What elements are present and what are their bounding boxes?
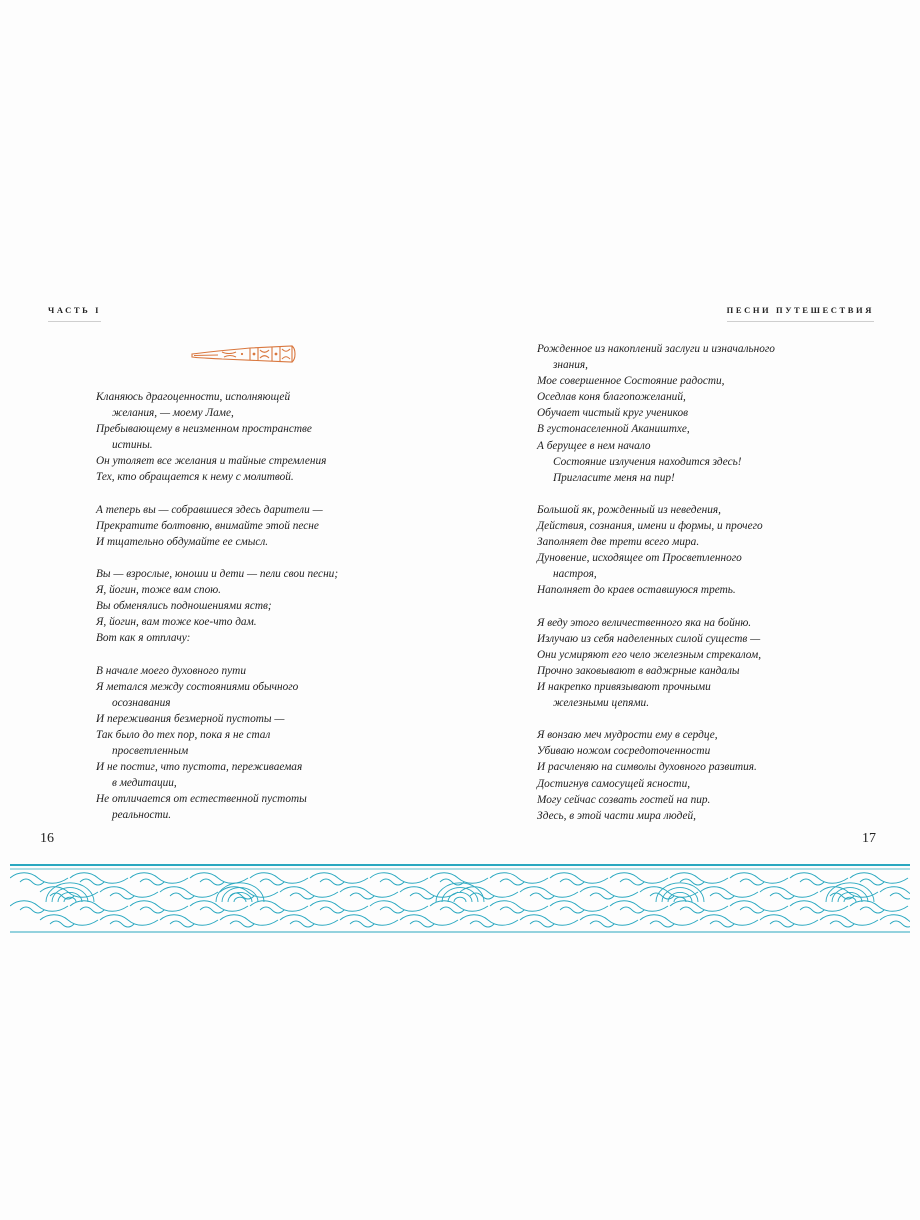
page-number-left: 16 bbox=[40, 831, 54, 846]
poem-line: А теперь вы — собравшиеся здесь дарители — bbox=[96, 503, 323, 516]
horn-ornament-icon bbox=[188, 340, 300, 372]
stanza bbox=[96, 502, 396, 550]
poem-line: Оседлав коня благопожеланий, bbox=[537, 391, 686, 404]
poem-line: Пребывающему в неизменном пространстве bbox=[96, 423, 312, 436]
poem-line: истины. bbox=[112, 439, 153, 452]
poem-line: И переживания безмерной пустоты — bbox=[96, 712, 285, 725]
poem-line: знания, bbox=[553, 359, 588, 372]
poem-line: железными цепями. bbox=[553, 697, 650, 710]
poem-line: Действия, сознания, имени и формы, и прочего bbox=[537, 520, 763, 533]
poem-line: Вы — взрослые, юноши и дети — пели свои песни; bbox=[96, 568, 339, 581]
poem-line: Я, йогин, вам тоже кое-что дам. bbox=[96, 616, 257, 629]
poem-line: в медитации, bbox=[112, 777, 177, 790]
poem-line: Прекратите болтовню, внимайте этой песне bbox=[96, 519, 319, 532]
right-page-text bbox=[537, 341, 877, 840]
poem-line: В густонаселенной Акаништхе, bbox=[537, 423, 690, 436]
poem-line: И расчленяю на символы духовного развития. bbox=[537, 761, 757, 774]
poem-line: Они усмиряют его чело железным стрекалом, bbox=[537, 648, 762, 661]
poem-line: Он утоляет все желания и тайные стремления bbox=[96, 455, 327, 468]
poem-line: Наполняет до краев оставшуюся треть. bbox=[537, 584, 736, 597]
poem-line: просветленным bbox=[112, 745, 189, 758]
poem-line: Дуновение, исходящее от Просветленного bbox=[537, 552, 742, 565]
poem-line: Я метался между состояниями обычного bbox=[96, 680, 299, 693]
poem-line: И накрепко привязывают прочными bbox=[537, 680, 711, 693]
poem-line: Большой як, рожденный из неведения, bbox=[537, 503, 721, 516]
stanza bbox=[537, 727, 877, 824]
poem-line: А берущее в нем начало bbox=[537, 439, 651, 452]
stanza bbox=[96, 663, 396, 824]
poem-line: реальности. bbox=[112, 809, 172, 822]
poem-line: Кланяюсь драгоценности, исполняющей bbox=[96, 391, 291, 403]
poem-line: В начале моего духовного пути bbox=[96, 664, 246, 677]
poem-line: Я вонзаю меч мудрости ему в сердце, bbox=[537, 729, 718, 742]
poem-line: Вы обменялись подношениями яств; bbox=[96, 600, 272, 613]
stanza bbox=[96, 389, 396, 486]
poem-line: Заполняет две трети всего мира. bbox=[537, 536, 700, 549]
poem-line: Обучает чистый круг учеников bbox=[537, 407, 689, 420]
poem-line: Я, йогин, тоже вам спою. bbox=[96, 584, 222, 597]
poem-line: И тщательно обдумайте ее смысл. bbox=[96, 535, 269, 548]
poem-line: Здесь, в этой части мира людей, bbox=[537, 809, 696, 822]
running-head-left: ЧАСТЬ I bbox=[48, 305, 101, 322]
left-page-text bbox=[96, 389, 396, 840]
poem-line: Мое совершенное Состояние радости, bbox=[537, 375, 725, 388]
poem-line: Излучаю из себя наделенных силой существ — bbox=[537, 632, 761, 645]
poem-line: Не отличается от естественной пустоты bbox=[96, 793, 307, 806]
stanza bbox=[537, 615, 877, 712]
poem-line: Так было до тех пор, пока я не стал bbox=[96, 728, 271, 741]
poem-line: Рожденное из накоплений заслуги и изначального bbox=[537, 343, 775, 355]
poem-line: Убиваю ножом сосредоточенности bbox=[537, 745, 711, 758]
page-number-right: 17 bbox=[862, 831, 876, 846]
poem-line: настроя, bbox=[553, 568, 597, 581]
poem-line: желания, — моему Ламе, bbox=[112, 407, 234, 420]
stanza bbox=[537, 341, 877, 486]
poem-line: осознавания bbox=[112, 696, 171, 709]
poem-line: Пригласите меня на пир! bbox=[553, 471, 675, 484]
poem-line: Я веду этого величественного яка на бойню. bbox=[537, 616, 752, 629]
stanza bbox=[537, 502, 877, 599]
poem-line: Вот как я отплачу: bbox=[96, 632, 191, 645]
poem-line: Достигнув самосущей ясности, bbox=[537, 777, 691, 790]
stanza bbox=[96, 566, 396, 646]
poem-line: И не постиг, что пустота, переживаемая bbox=[96, 761, 303, 774]
poem-line: Тех, кто обращается к нему с молитвой. bbox=[96, 471, 294, 484]
poem-line: Могу сейчас созвать гостей на пир. bbox=[537, 793, 711, 806]
decorative-cloud-band bbox=[10, 862, 910, 934]
poem-line: Прочно заковывают в ваджрные кандалы bbox=[537, 664, 740, 677]
poem-line: Состояние излучения находится здесь! bbox=[553, 455, 742, 468]
running-head-right: ПЕСНИ ПУТЕШЕСТВИЯ bbox=[727, 305, 874, 322]
